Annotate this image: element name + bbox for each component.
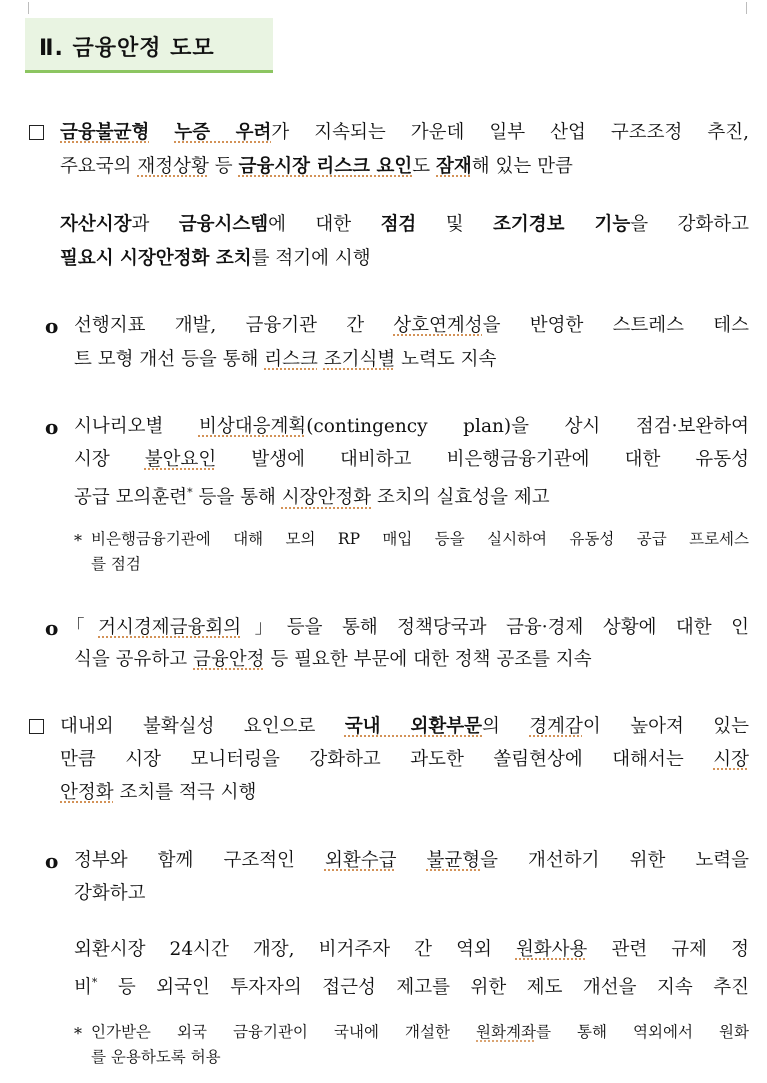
bullet-marker: o <box>45 415 59 439</box>
checkbox-icon <box>29 125 44 140</box>
bullet-marker: o <box>45 849 59 873</box>
paragraph-3-line-3: 안정화 조치를 적극 시행 <box>60 782 257 803</box>
bullet-marker: o <box>45 314 59 338</box>
bullet-3-line-2: 식을 공유하고 금융안정 등 필요한 부문에 대한 정책 공조를 지속 <box>74 649 592 670</box>
paragraph-2-line-2: 필요시 시장안정화 조치를 적기에 시행 <box>60 248 371 269</box>
footnote-1-line-2: 를 점검 <box>91 555 141 573</box>
bullet-3-line-1: 「거시경제금융회의」등을 통해 정책당국과 금융·경제 상황에 대한 인 <box>66 617 749 638</box>
bullet-1-line-1: 선행지표 개발, 금융기관 간 상호연계성을 반영한 스트레스 테스 <box>74 315 749 336</box>
footnote-1-line-1: 비은행금융기관에 대해 모의 RP 매입 등을 실시하여 유동성 공급 프로세스 <box>91 530 749 548</box>
bullet-4-para-2-line-1: 외환시장 24시간 개장, 비거주자 간 역외 원화사용 관련 규제 정 <box>74 939 749 960</box>
page-corner-mark-left <box>18 2 29 14</box>
checkbox-icon <box>29 719 44 734</box>
bullet-2-line-2: 시장 불안요인 발생에 대비하고 비은행금융기관에 대한 유동성 <box>74 449 750 470</box>
bullet-4-para-2-line-2: 비* 등 외국인 투자자의 접근성 제고를 위한 제도 개선을 지속 추진 <box>74 976 749 999</box>
footnote-marker: * <box>74 531 82 550</box>
section-title: Ⅱ. 금융안정 도모 <box>39 36 215 61</box>
section-heading-box <box>25 18 273 73</box>
bullet-2-line-3: 공급 모의훈련* 등을 통해 시장안정화 조치의 실효성을 제고 <box>74 486 550 509</box>
bullet-marker: o <box>45 616 59 640</box>
bullet-2-line-1: 시나리오별 비상대응계획(contingency plan)을 상시 점검·보완하여 <box>74 416 749 437</box>
footnote-2-line-1: 인가받은 외국 금융기관이 국내에 개설한 원화계좌를 통해 역외에서 원화 <box>91 1023 749 1041</box>
bullet-4-line-2: 강화하고 <box>74 883 146 904</box>
bullet-1-line-2: 트 모형 개선 등을 통해 리스크 조기식별 노력도 지속 <box>74 349 497 370</box>
page-corner-mark-right <box>746 2 757 14</box>
paragraph-1-line-1: 금융불균형 누증 우려가 지속되는 가운데 일부 산업 구조조정 추진, <box>60 122 749 143</box>
paragraph-3-line-1: 대내외 불확실성 요인으로 국내 외환부문의 경계감이 높아져 있는 <box>60 716 749 737</box>
paragraph-3-line-2: 만큼 시장 모니터링을 강화하고 과도한 쏠림현상에 대해서는 시장 <box>60 749 749 770</box>
footnote-marker: * <box>74 1024 82 1043</box>
paragraph-1-line-2: 주요국의 재정상황 등 금융시장 리스크 요인도 잠재해 있는 만큼 <box>60 156 573 177</box>
bullet-4-line-1: 정부와 함께 구조적인 외환수급 불균형을 개선하기 위한 노력을 <box>74 850 749 871</box>
paragraph-2-line-1: 자산시장과 금융시스템에 대한 점검 및 조기경보 기능을 강화하고 <box>60 214 749 235</box>
footnote-2-line-2: 를 운용하도록 허용 <box>91 1048 221 1066</box>
